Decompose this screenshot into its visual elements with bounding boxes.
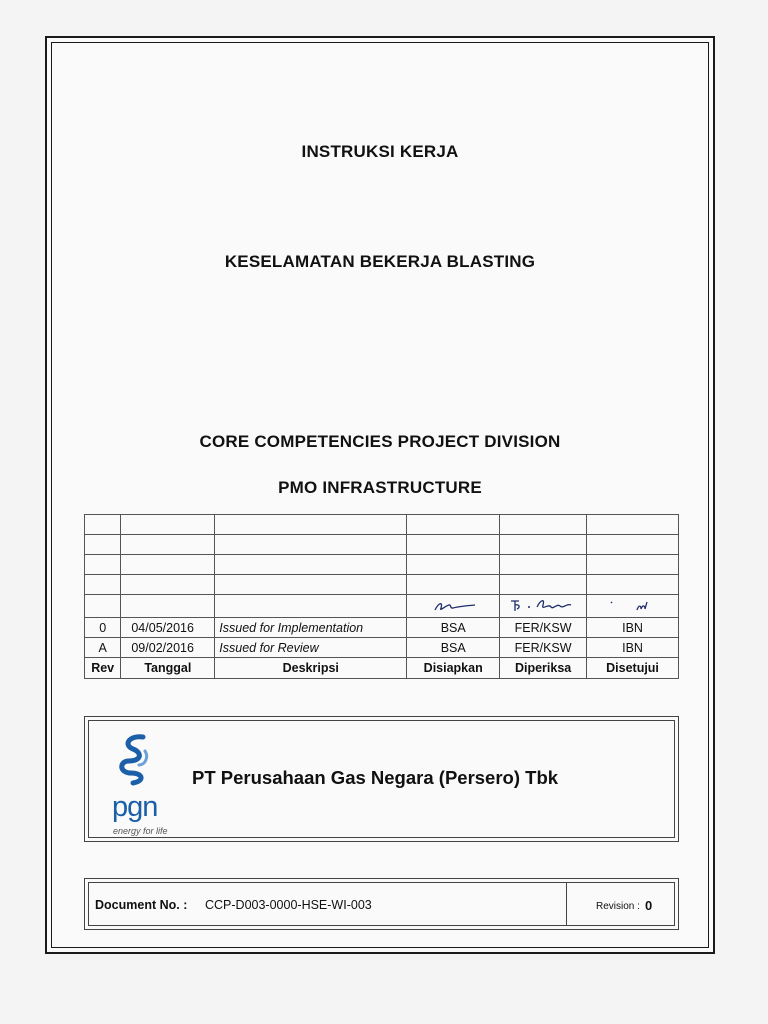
header-checked: Diperiksa	[500, 658, 587, 679]
signature-row	[85, 595, 679, 618]
revision-row	[85, 638, 679, 658]
document-box-divider	[566, 883, 567, 925]
header-prepared: Disiapkan	[407, 658, 500, 679]
document-number-box	[84, 878, 679, 930]
revision-table	[84, 514, 679, 679]
description-cell: Issued for Implementation	[215, 618, 407, 638]
document-number-label: Document No. :	[95, 898, 188, 912]
header-rev: Rev	[85, 658, 121, 679]
prepared-cell: BSA	[407, 618, 500, 638]
prepared-signature	[407, 595, 500, 618]
approved-cell: IBN	[587, 638, 679, 658]
revision-label: Revision :	[596, 901, 640, 912]
approved-cell: IBN	[587, 618, 679, 638]
revision-empty-row	[85, 535, 679, 555]
document-title: INSTRUKSI KERJA	[301, 142, 459, 161]
revision-header-row	[85, 658, 679, 679]
header-description: Deskripsi	[215, 658, 407, 679]
division-name: CORE COMPETENCIES PROJECT DIVISION	[199, 432, 561, 451]
revision-empty-row	[85, 555, 679, 575]
checked-signature	[500, 595, 587, 618]
document-number: CCP-D003-0000-HSE-WI-003	[205, 898, 372, 912]
logo-word: pgn	[112, 791, 158, 823]
approved-signature	[587, 595, 679, 618]
checked-cell: FER/KSW	[500, 638, 587, 658]
document-number-box-inner	[88, 882, 675, 926]
document-subject: KESELAMATAN BEKERJA BLASTING	[224, 252, 536, 271]
pgn-swirl-icon	[115, 731, 155, 787]
revision-empty-row	[85, 515, 679, 535]
header-date: Tanggal	[121, 658, 215, 679]
revision-value: 0	[645, 898, 653, 913]
prepared-cell: BSA	[407, 638, 500, 658]
page-border	[45, 36, 715, 954]
unit-name: PMO INFRASTRUCTURE	[278, 478, 482, 497]
logo-tagline: energy for life	[113, 826, 168, 836]
pgn-logo	[99, 731, 179, 836]
description-cell: Issued for Review	[215, 638, 407, 658]
rev-cell: A	[85, 638, 121, 658]
company-box-inner	[88, 720, 675, 838]
company-box	[84, 716, 679, 842]
date-cell: 04/05/2016	[121, 618, 215, 638]
checked-cell: FER/KSW	[500, 618, 587, 638]
revision-row	[85, 618, 679, 638]
revision-empty-row	[85, 575, 679, 595]
company-name: PT Perusahaan Gas Negara (Persero) Tbk	[192, 767, 559, 788]
header-approved: Disetujui	[587, 658, 679, 679]
rev-cell: 0	[85, 618, 121, 638]
date-cell: 09/02/2016	[121, 638, 215, 658]
